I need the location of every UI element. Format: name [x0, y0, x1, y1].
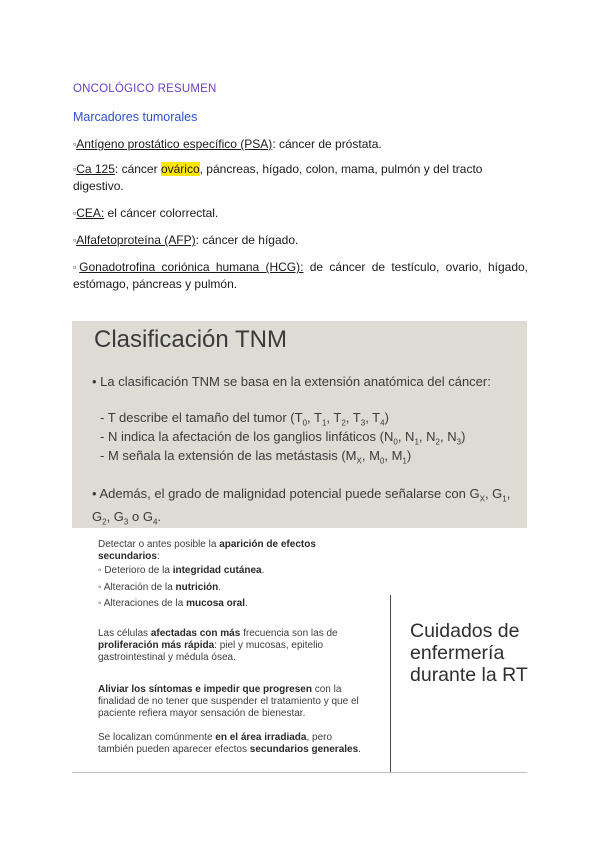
marker-description: : cáncer de hígado. [195, 233, 299, 247]
marker-description: , páncreas, hígado, colon, mama, pulmón y del tracto digestivo. [73, 162, 483, 193]
grade-text: • Además, el grado de malignidad potencial puede señalarse con G [92, 486, 480, 501]
slide-m-line: - M señala la extensión de las metástasis ($M_X$, $M_0$, $M_1$) [100, 448, 412, 466]
bullet-icon: ▫ [73, 235, 77, 245]
bold-text: aparición de efectos secundarios [98, 539, 316, 562]
bold-text: nutrición [175, 582, 219, 593]
care-paragraph-3 [98, 684, 370, 720]
text: con la finalidad de no tener que suspender el tratamiento y que el paciente refiera mayor sensación de bienestar. [98, 684, 359, 719]
bold-text: secundarios generales [249, 744, 359, 755]
tnm-slide-image [72, 321, 527, 528]
marker-term: Gonadotrofina coriónica humana (HCG): [79, 260, 304, 274]
marker-description: el cáncer colorrectal. [104, 206, 219, 220]
highlighted-word: ovárico [160, 162, 200, 176]
divider-horizontal [72, 772, 527, 773]
text: frecuencia son las de [240, 628, 338, 639]
care-item: ◦ Alteración de la nutrición. [98, 582, 222, 593]
marker-hcg [73, 259, 528, 293]
bold-text: mucosa oral [186, 598, 245, 609]
text: . [244, 598, 248, 609]
text: : piel y mucosas, epitelio gastrointestinal y médula ósea. [98, 640, 324, 663]
care-paragraph-2 [98, 628, 370, 664]
bold-text: en el área irradiada [215, 732, 307, 743]
text: Detectar o antes posible la [98, 539, 220, 550]
slide-t-line: - T describe el tamaño del tumor ($T_0$, $T_1$, $T_2$, $T_3$, $T_4$) [100, 410, 389, 428]
marker-term: Antígeno prostático específico (PSA) [76, 137, 273, 151]
text: Las células [98, 628, 151, 639]
text: Se localizan comúnmente [98, 732, 216, 743]
marker-afp [73, 232, 528, 249]
marker-term: Ca 125 [76, 162, 115, 176]
bullet-icon: ▫ [73, 139, 77, 149]
text: Alteración de la [103, 582, 176, 593]
care-paragraph-4 [98, 732, 370, 756]
care-title: Cuidados de enfermería durante la RT [410, 620, 528, 686]
text: : [156, 551, 160, 562]
n-line-text: - N indica la afectación de los ganglios linfáticos (N [100, 429, 394, 444]
marker-ca125 [73, 161, 528, 195]
marker-description: : cáncer de próstata. [272, 137, 382, 151]
bold-text: Aliviar los síntomas e impedir que progresen [98, 684, 312, 695]
marker-description: de cáncer de testículo, ovario, hígado, estómago, páncreas y pulmón. [73, 260, 529, 291]
care-paragraph-1 [98, 539, 348, 563]
t-line-text: - T describe el tamaño del tumor (T [100, 410, 303, 425]
m-line-text: - M señala la extensión de las metástasis (M [100, 448, 357, 463]
text: Alteraciones de la [103, 598, 187, 609]
marker-psa [73, 136, 528, 153]
bullet-icon: ▫ [73, 262, 80, 272]
care-item: ◦ Deterioro de la integridad cutánea. [98, 565, 265, 576]
bold-text: integridad cutánea [172, 565, 262, 576]
text: , pero también pueden aparecer efectos [98, 732, 333, 755]
marker-term: CEA: [76, 206, 105, 220]
bold-text: afectadas con más [150, 628, 241, 639]
slide-n-line: - N indica la afectación de los ganglios linfáticos ($N_0$, $N_1$, $N_2$, $N_3$) [100, 429, 466, 447]
marker-term: Alfafetoproteína (AFP) [76, 233, 196, 247]
marker-description-start: : cáncer [114, 162, 161, 176]
text: . [261, 565, 265, 576]
slide-title: Clasificación TNM [94, 326, 287, 353]
section-heading: Marcadores tumorales [73, 110, 198, 124]
care-item: ◦ Alteraciones de la mucosa oral. [98, 598, 248, 609]
bullet-icon: ▫ [73, 208, 77, 218]
text: . [358, 744, 361, 755]
divider-vertical [390, 595, 391, 773]
slide-intro: • La clasificación TNM se basa en la extensión anatómica del cáncer: [92, 374, 491, 389]
bullet-icon: ▫ [73, 164, 77, 174]
slide-grade: • Además, el grado de malignidad potencial puede señalarse con $G_X$, $G_1$, $G_2$, $G_3$ o $G_4$. [92, 486, 511, 527]
marker-cea [73, 205, 528, 222]
bold-text: proliferación más rápida [98, 640, 215, 651]
text: . [218, 582, 222, 593]
page-heading: ONCOLÓGICO RESUMEN [73, 83, 217, 95]
text: Deterioro de la [104, 565, 173, 576]
